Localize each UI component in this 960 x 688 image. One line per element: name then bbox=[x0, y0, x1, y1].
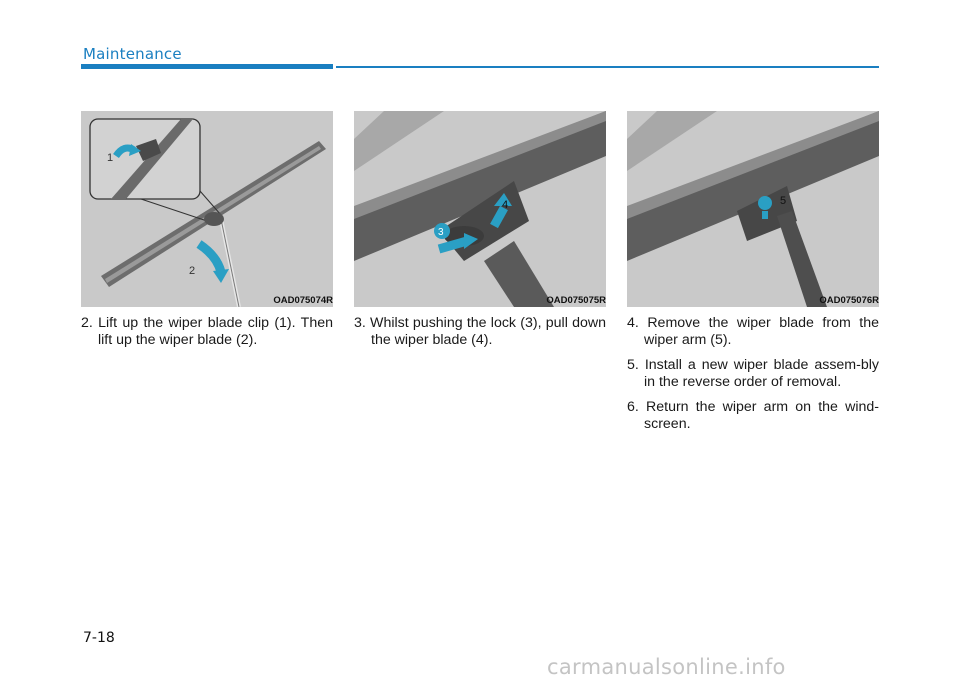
page-number: 7-18 bbox=[83, 630, 115, 646]
figure-wiper-lock bbox=[354, 111, 606, 307]
step-6: 6. Return the wiper arm on the wind-screen. bbox=[627, 399, 879, 432]
figure-wiper-clip bbox=[81, 111, 333, 307]
wiper-arm-illustration bbox=[627, 111, 879, 307]
figure-wiper-arm bbox=[627, 111, 879, 307]
step-3: 3. Whilst pushing the lock (3), pull down the wiper blade (4). bbox=[354, 315, 606, 348]
callout-4: 4 bbox=[502, 199, 509, 211]
wiper-lock-illustration bbox=[354, 111, 606, 307]
header-rule bbox=[336, 66, 879, 68]
figure-code: OAD075074R bbox=[273, 295, 333, 306]
step-4: 4. Remove the wiper blade from the wiper arm (5). bbox=[627, 315, 879, 348]
instructions-column-3 bbox=[627, 315, 879, 441]
header-rule-accent bbox=[81, 64, 333, 69]
wiper-clip-illustration bbox=[81, 111, 333, 307]
step-5: 5. Install a new wiper blade assem-bly in the reverse order of removal. bbox=[627, 357, 879, 390]
section-title: Maintenance bbox=[83, 45, 182, 63]
instructions-column-2 bbox=[354, 315, 606, 357]
callout-1: 1 bbox=[107, 152, 114, 164]
figure-code: OAD075076R bbox=[819, 295, 879, 306]
step-2: 2. Lift up the wiper blade clip (1). Then lift up the wiper blade (2). bbox=[81, 315, 333, 348]
instructions-column-1 bbox=[81, 315, 333, 357]
figure-code: OAD075075R bbox=[546, 295, 606, 306]
callout-2: 2 bbox=[189, 265, 196, 277]
watermark: carmanualsonline.info bbox=[547, 655, 786, 679]
callout-5: 5 bbox=[780, 195, 787, 207]
callout-3: 3 bbox=[438, 227, 444, 238]
